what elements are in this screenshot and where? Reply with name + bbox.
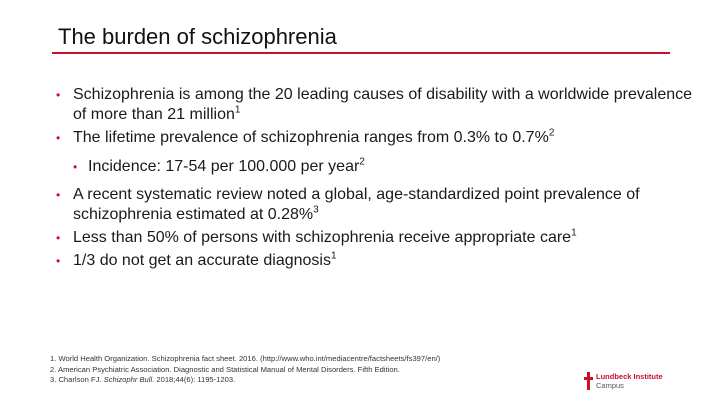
lundbeck-logo: [584, 372, 663, 390]
reference-item: 3. Charlson FJ. Schizophr Bull. 2018;44(6): 1195-1203.: [50, 375, 236, 384]
citation-marker: 3: [313, 204, 319, 216]
logo-line2: Campus: [596, 381, 624, 390]
bullet-text: Less than 50% of persons with schizophrenia receive appropriate care: [73, 229, 572, 246]
references: [50, 354, 440, 386]
bullet-dot-icon: •: [56, 254, 61, 268]
citation-marker: 1: [234, 104, 241, 116]
citation-marker: 1: [330, 250, 337, 262]
citation-marker: 2: [548, 127, 555, 139]
journal-name: Schizophr Bull: [103, 375, 153, 384]
bullet-list: [56, 85, 696, 274]
bullet-item: [56, 228, 696, 248]
bullet-text: Incidence: 17-54 per 100.000 per year: [88, 158, 360, 175]
bullet-item: [56, 85, 696, 125]
reference-item: 1. World Health Organization. Schizophrenia fact sheet. 2016. (http://www.who.int/mediacentre/factsheets/fs397/en/): [50, 354, 441, 363]
reference-item: 2. American Psychiatric Association. Diagnostic and Statistical Manual of Mental Disorders. Fifth Edition.: [50, 364, 400, 374]
bullet-dot-icon: •: [56, 131, 61, 145]
bullet-dot-icon: •: [56, 188, 61, 202]
bullet-dot-icon: •: [56, 231, 61, 245]
bullet-dot-icon: •: [56, 88, 61, 102]
sub-bullet-item: [56, 157, 696, 177]
logo-line1: Lundbeck Institute: [596, 372, 663, 381]
citation-marker: 1: [571, 227, 577, 239]
citation-marker: 2: [359, 156, 365, 168]
bullet-item: [56, 185, 696, 225]
bullet-text: The lifetime prevalence of schizophrenia ranges from 0.3% to 0.7%: [73, 129, 549, 146]
title-underline: [52, 52, 670, 54]
bullet-item: [56, 128, 696, 148]
bullet-text: A recent systematic review noted a global, age-standardized point prevalence of schizophrenia estimated at 0.28%: [73, 186, 640, 223]
cross-logo-icon: [584, 372, 593, 390]
slide-title: The burden of schizophrenia: [58, 24, 337, 49]
bullet-item: [56, 251, 696, 271]
bullet-text: Schizophrenia is among the 20 leading causes of disability with a worldwide prevalence of more than 21 million: [73, 86, 693, 123]
bullet-dot-icon: •: [73, 160, 78, 174]
bullet-text: 1/3 do not get an accurate diagnosis: [73, 252, 331, 269]
